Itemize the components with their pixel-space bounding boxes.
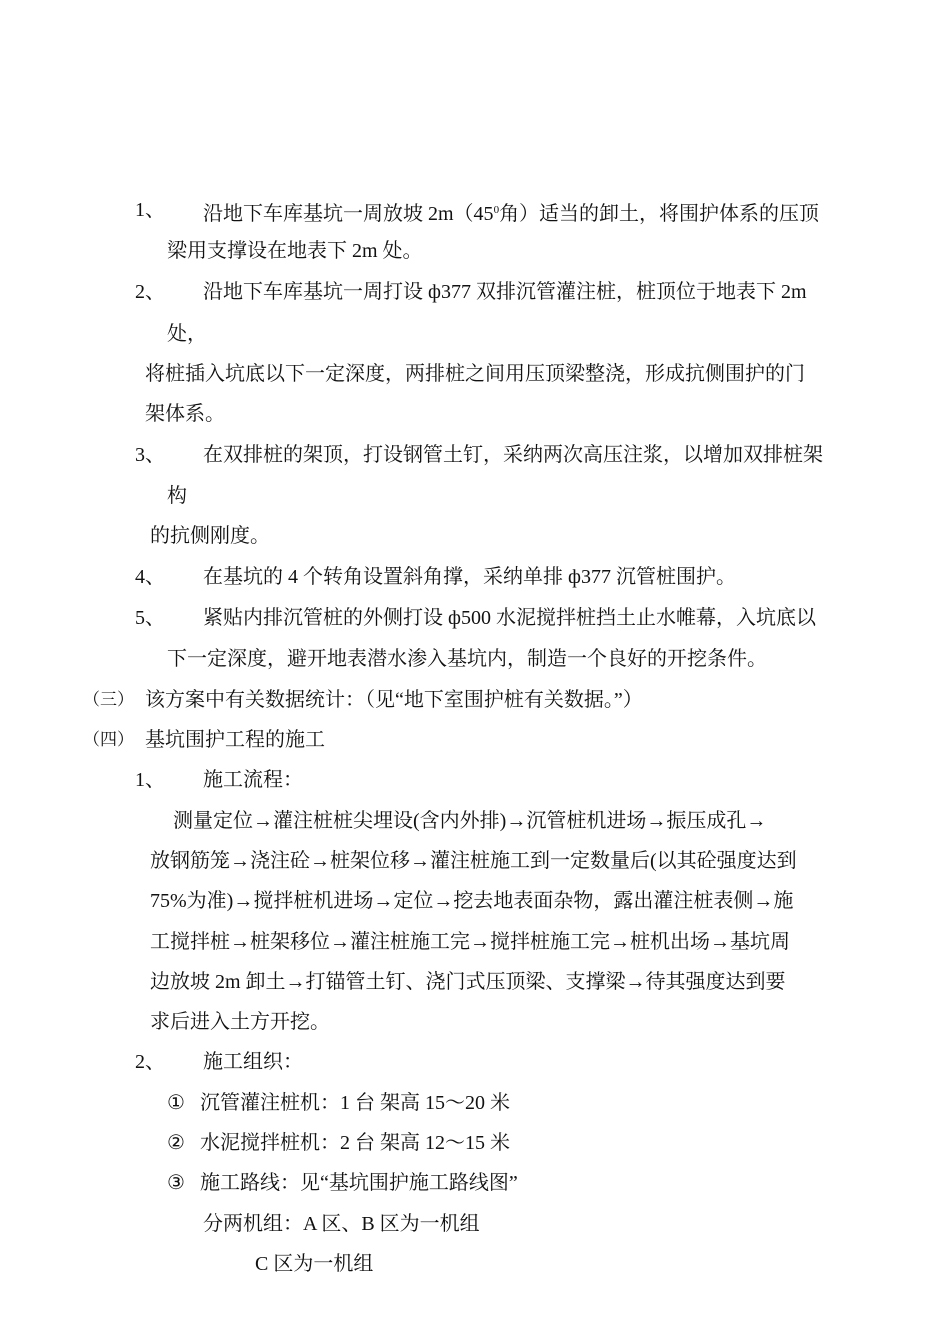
item-5-line-2: 下一定深度，避开地表潜水渗入基坑内，制造一个良好的开挖条件。	[167, 648, 767, 670]
item-1-line-1	[203, 196, 819, 228]
item-3-line-3: 的抗侧刚度。	[150, 525, 270, 547]
org-title: 施工组织：	[203, 1051, 303, 1073]
flow-title: 施工流程：	[203, 769, 303, 791]
org-item-1-text: 沉管灌注桩机：1 台 架高 15～20 米	[200, 1092, 510, 1114]
item-4-number: 4、	[135, 566, 165, 588]
flow-line-6: 求后进入土方开挖。	[150, 1011, 330, 1033]
item-2-line-2: 处，	[167, 323, 207, 345]
item-1-line-2: 梁用支撑设在地表下 2m 处。	[167, 240, 423, 262]
flow-number: 1、	[135, 769, 165, 791]
item-5-number: 5、	[135, 607, 165, 629]
section-3-text: 该方案中有关数据统计：（见“地下室围护桩有关数据。”）	[145, 689, 643, 711]
item-3-number: 3、	[135, 444, 165, 466]
item-4-line-1: 在基坑的 4 个转角设置斜角撑，采纳单排 ф377 沉管桩围护。	[203, 566, 736, 588]
item-2-line-3: 将桩插入坑底以下一定深度，两排桩之间用压顶梁整浇，形成抗侧围护的门	[145, 363, 805, 385]
section-4-heading: 基坑围护工程的施工	[145, 729, 325, 751]
flow-line-5: 边放坡 2m 卸土→打锚管土钉、浇门式压顶梁、支撑梁→待其强度达到要	[150, 971, 786, 993]
flow-line-4: 工搅拌桩→桩架移位→灌注桩施工完→搅拌桩施工完→桩机出场→基坑周	[150, 931, 790, 953]
item-1-text-a: 沿地下车库基坑一周放坡 2m（45	[203, 203, 494, 225]
org-item-3-text: 施工路线：见“基坑围护施工路线图”	[200, 1172, 518, 1194]
flow-line-3: 75%为准)→搅拌桩机进场→定位→挖去地表面杂物，露出灌注桩表侧→施	[150, 890, 794, 912]
item-3-line-1: 在双排桩的架顶，打设钢管土钉，采纳两次高压注浆，以增加双排桩架	[203, 444, 823, 466]
org-item-2-mark: ②	[167, 1132, 185, 1154]
item-1-text-b: 角）适当的卸土，将围护体系的压顶	[499, 203, 820, 225]
flow-line-2: 放钢筋笼→浇注砼→桩架位移→灌注桩施工到一定数量后(以其砼强度达到	[150, 850, 797, 872]
item-2-number: 2、	[135, 281, 165, 303]
flow-line-1: 测量定位→灌注桩桩尖埋设(含内外排)→沉管桩机进场→振压成孔→	[173, 810, 767, 832]
org-item-2-text: 水泥搅拌桩机：2 台 架高 12～15 米	[200, 1132, 510, 1154]
item-2-line-4: 架体系。	[145, 403, 225, 425]
item-1-number: 1、	[135, 199, 165, 221]
org-item-3-mark: ③	[167, 1172, 185, 1194]
section-4-number: （四）	[83, 730, 134, 749]
org-number: 2、	[135, 1051, 165, 1073]
section-3-number: （三）	[83, 690, 134, 709]
item-2-line-1: 沿地下车库基坑一周打设 ф377 双排沉管灌注桩，桩顶位于地表下 2m	[203, 281, 807, 303]
item-5-line-1: 紧贴内排沉管桩的外侧打设 ф500 水泥搅拌桩挡土止水帷幕，入坑底以	[203, 607, 816, 629]
org-item-1-mark: ①	[167, 1092, 185, 1114]
org-group-1: 分两机组：A 区、B 区为一机组	[203, 1213, 480, 1235]
item-3-line-2: 构	[167, 485, 187, 507]
org-group-2: C 区为一机组	[255, 1253, 374, 1275]
degree-superscript: 0	[493, 204, 500, 216]
